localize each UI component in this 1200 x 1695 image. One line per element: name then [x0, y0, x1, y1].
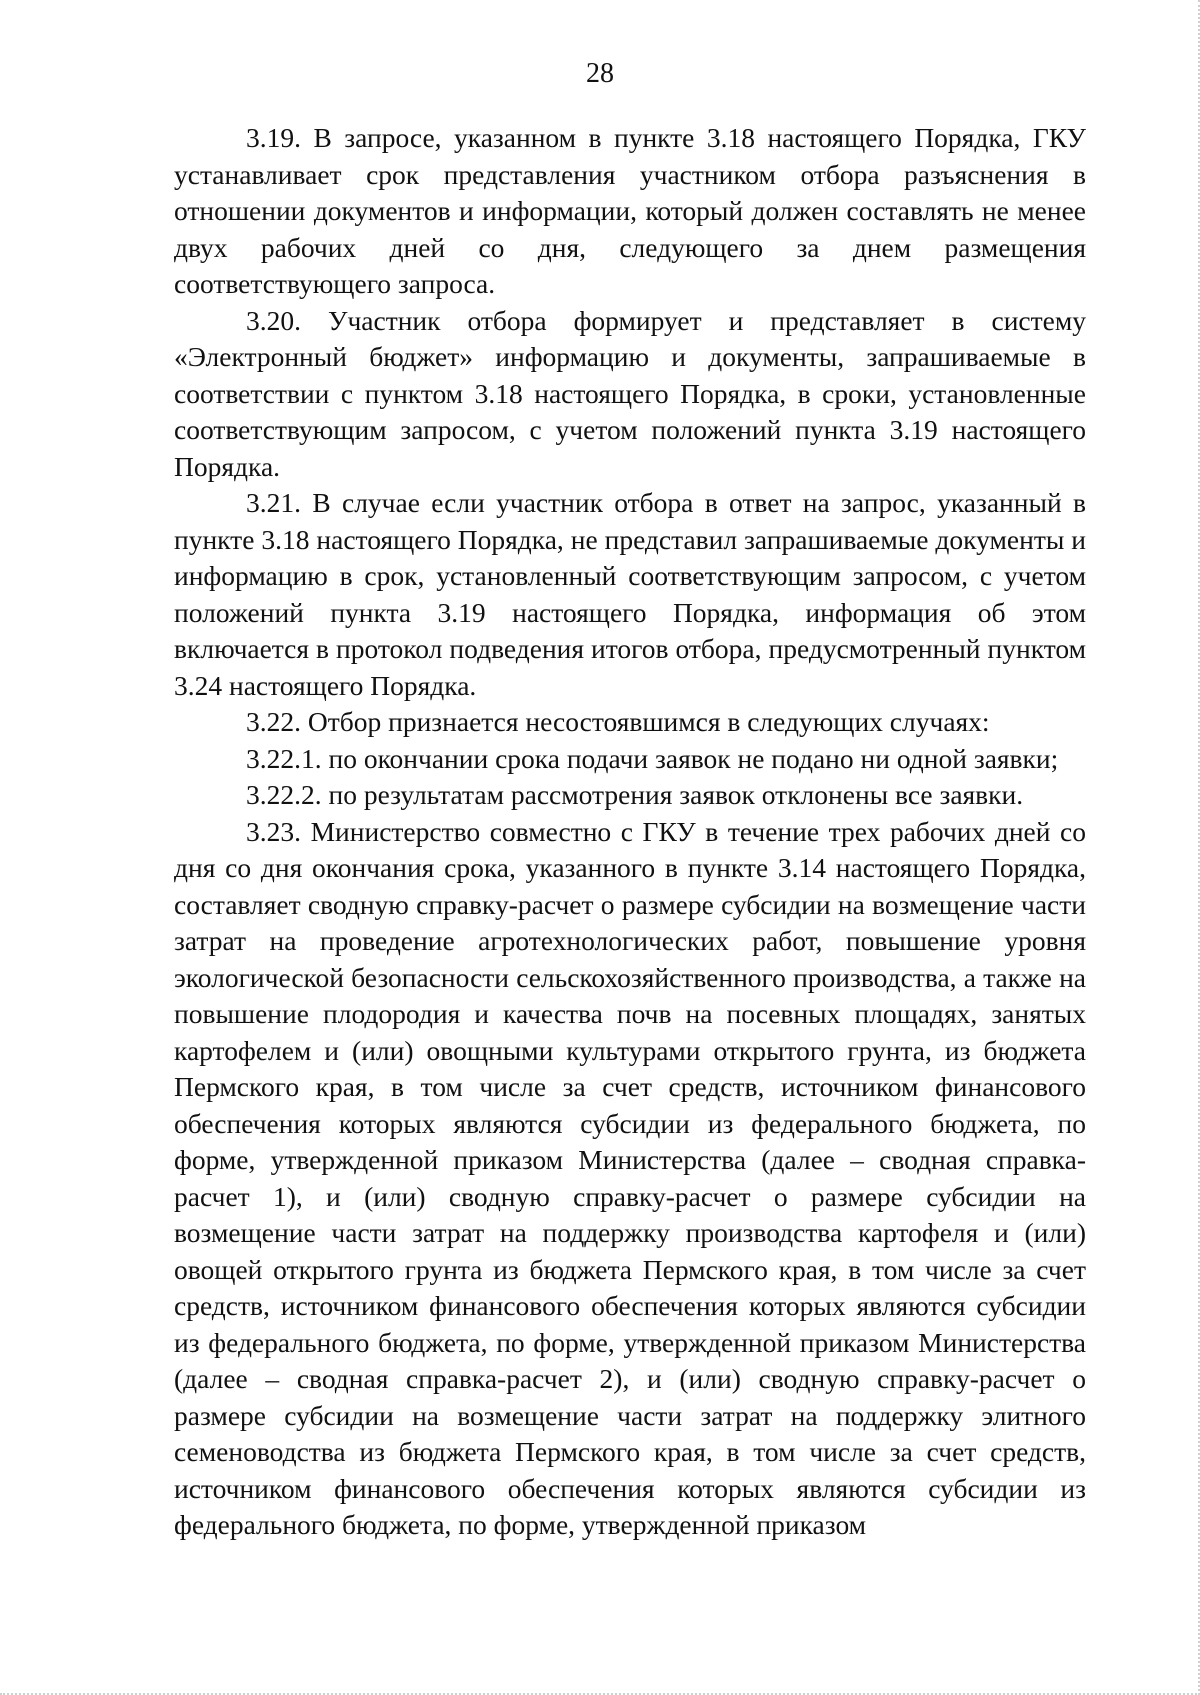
page-number: 28	[586, 58, 614, 89]
paragraph-3-22-2: 3.22.2. по результатам рассмотрения заявок отклонены все заявки.	[246, 779, 1024, 810]
document-body	[174, 120, 1086, 1544]
paragraph-3-22: 3.22. Отбор признается несостоявшимся в следующих случаях:	[246, 706, 990, 737]
paragraph-3-22-1: 3.22.1. по окончании срока подачи заявок не подано ни одной заявки;	[246, 742, 1059, 774]
paragraph-3-23: 3.23. Министерство совместно с ГКУ в течение трех рабочих дней со дня со дня окончания срока, указанного в пункте 3.14 настоящего Порядка, составляет сводную справку-расчет о размере субсидии на возмещение части затрат на проведение агротехнологических работ, повышение уровня экологической безопасности сельскохозяйственного производства, а также на повышение плодородия и качества почв на посевных площадях, занятых картофелем и (или) овощными культурами открытого грунта, из бюджета Пермского края, в том числе за счет средств, источником финансового обеспечения которых являются субсидии из федерального бюджета, по форме, утвержденной приказом Министерства (далее – сводная справка-расчет 1), и (или) сводную справку-расчет о размере субсидии на возмещение части затрат на поддержку производства картофеля и (или) овощей открытого грунта из бюджета Пермского края, в том числе за счет средств, источником финансового обеспечения которых являются субсидии из федерального бюджета, по форме, утвержденной приказом Министерства (далее – сводная справка-расчет 2), и (или) сводную справку-расчет о размере субсидии на возмещение части затрат на поддержку элитного семеноводства из бюджета Пермского края, в том числе за счет средств, источником финансового обеспечения которых являются субсидии из федерального бюджета, по форме, утвержденной приказом	[174, 815, 1086, 1540]
paragraph-3-21: 3.21. В случае если участник отбора в ответ на запрос, указанный в пункте 3.18 настоящего Порядка, не представил запрашиваемые документы и информацию в срок, установленный соответствующим запросом, с учетом положений пункта 3.19 настоящего Порядка, информация об этом включается в протокол подведения итогов отбора, предусмотренный пунктом 3.24 настоящего Порядка.	[174, 487, 1086, 701]
paragraph-3-19: 3.19. В запросе, указанном в пункте 3.18 настоящего Порядка, ГКУ устанавливает срок представления участником отбора разъяснения в отношении документов и информации, который должен составлять не менее двух рабочих дней со дня, следующего за днем размещения соответствующего запроса.	[174, 122, 1086, 299]
paragraph-3-20: 3.20. Участник отбора формирует и представляет в систему «Электронный бюджет» информацию и документы, запрашиваемые в соответствии с пунктом 3.18 настоящего Порядка, в сроки, установленные соответствующим запросом, с учетом положений пункта 3.19 настоящего Порядка.	[174, 304, 1086, 482]
